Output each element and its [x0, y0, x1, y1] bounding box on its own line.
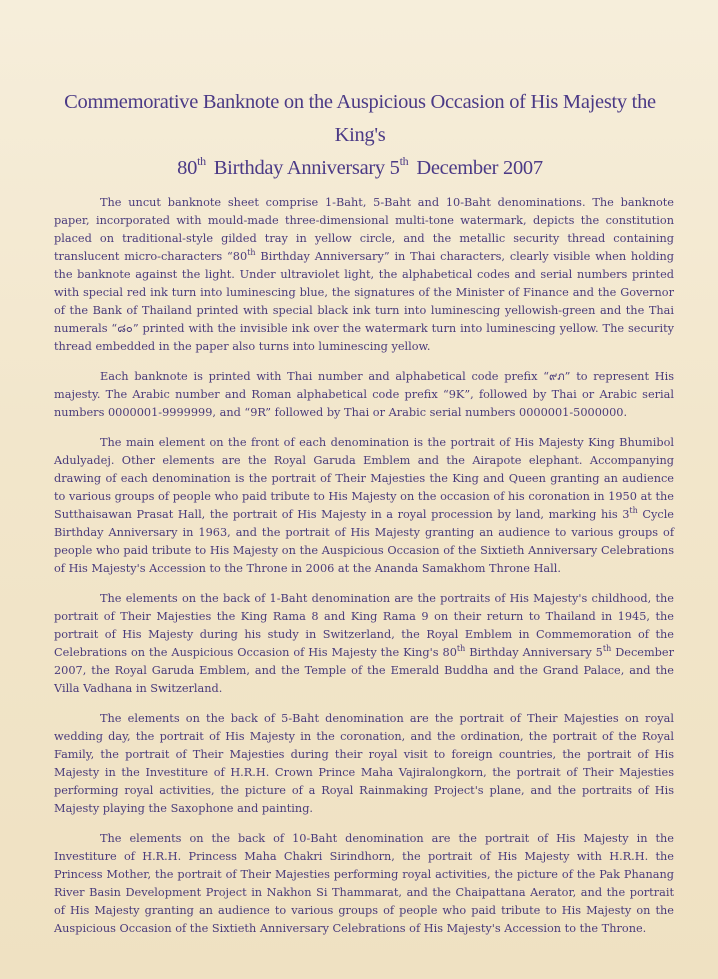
paragraph-text: Cycle Birthday Anniversary in 1963, and the portrait of His Majesty granting an audience to various groups of people who paid tribute to His Majesty on the Auspicious Occasion of the Sixtieth Anniversary Celebrations of His Majesty's Accession to the Throne in 2006 at the Ananda Samakhom Throne Hall.	[54, 508, 674, 575]
paragraph-text: The elements on the back of 1-Baht denomination are the portraits of His Majesty's childhood, the portrait of Their Majesties the King Rama 8 and King Rama 9 on their return to Thailand in 1945, the portrait of His Majesty during his study in Switzerland, the Royal Emblem in Commemoration of the Celebrations on the Auspicious Occasion of His Majesty the King's 80	[54, 592, 674, 659]
title-superscript: th	[399, 154, 409, 168]
title-date-text: December 2007	[416, 157, 543, 179]
paragraph-front-elements	[54, 434, 674, 578]
superscript: th	[247, 248, 256, 257]
title-superscript: th	[197, 154, 206, 168]
paragraph-text: December 2007, the Royal Garuda Emblem, and the Temple of the Emerald Buddha and the Grand Palace, and the Villa Vadhana in Switzerland.	[54, 646, 674, 695]
superscript: th	[602, 644, 612, 653]
title-birthday-text: Birthday Anniversary 5	[213, 157, 400, 179]
paragraph-serial-numbers: Each banknote is printed with Thai number and alphabetical code prefix “๙ภ” to represent His majesty. The Arabic number and Roman alphabetical code prefix “9K”, followed by Thai or Arabic serial numbers 0000001-9999999, and “9R” followed by Thai or Arabic serial numbers 0000001-5000000.	[54, 370, 674, 419]
title-number-80: 80	[177, 157, 198, 179]
paragraph-text: Birthday Anniversary” in Thai characters, clearly visible when holding the banknote against the light. Under ultraviolet light, the alphabetical codes and serial numbers printed with special red ink turn into luminescing blue, the signatures of the Minister of Finance and the Governor of the Bank of Thailand printed with special black ink turn into luminescing yellowish-green and the Thai numerals “๘๐” printed with the invisible ink over the watermark turn into luminescing yellow. The security thread embedded in the paper also turns into luminescing yellow.	[54, 250, 674, 353]
document-title	[40, 86, 680, 185]
paragraph-5-baht-back: The elements on the back of 5-Baht denomination are the portrait of Their Majesties on royal wedding day, the portrait of His Majesty in the coronation, and the ordination, the portrait of the Royal Family, the portrait of Their Majesties during their royal visit to foreign countries, the portrait of His Majesty in the Investiture of H.R.H. Crown Prince Maha Vajiralongkorn, the portrait of Their Majesties performing royal activities, the picture of a Royal Rainmaking Project's plane, and the portraits of His Majesty playing the Saxophone and painting.	[54, 712, 674, 815]
superscript: th	[629, 506, 638, 515]
title-line-2	[40, 152, 680, 185]
paragraph-text: The uncut banknote sheet comprise 1-Baht, 5-Baht and 10-Baht denominations. The banknote paper, incorporated with mould-made three-dimensional multi-tone watermark, depicts the constitution placed on traditional-style gilded tray in yellow circle, and the metallic security thread containing translucent micro-characters “80	[54, 196, 674, 263]
paragraph-text: Birthday Anniversary 5	[465, 646, 603, 659]
paragraph-text: The main element on the front of each denomination is the portrait of His Majesty King Bhumibol Adulyadej. Other elements are the Royal Garuda Emblem and the Airapote elephant. Accompanying drawing of each denomination is the portrait of Their Majesties the King and Queen granting an audience to various groups of people who paid tribute to His Majesty on the occasion of his coronation in 1950 at the Sutthaisawan Prasat Hall, the portrait of His Majesty in a royal procession by land, marking his 3	[54, 436, 674, 521]
paragraph-1-baht-back	[54, 590, 674, 698]
document-body	[54, 194, 674, 950]
paragraph-banknote-sheet	[54, 194, 674, 356]
title-line-1: Commemorative Banknote on the Auspicious Occasion of His Majesty the King's	[64, 91, 656, 146]
paragraph-10-baht-back: The elements on the back of 10-Baht denomination are the portrait of His Majesty in the Investiture of H.R.H. Princess Maha Chakri Sirindhorn, the portrait of His Majesty with H.R.H. the Princess Mother, the portrait of Their Majesties performing royal activities, the picture of the Pak Phanang River Basin Development Project in Nakhon Si Thammarat, and the Chaipattana Aerator, and the portrait of His Majesty granting an audience to various groups of people who paid tribute to His Majesty on the Auspicious Occasion of the Sixtieth Anniversary Celebrations of His Majesty's Accession to the Throne.	[54, 832, 674, 935]
superscript: th	[456, 644, 466, 653]
